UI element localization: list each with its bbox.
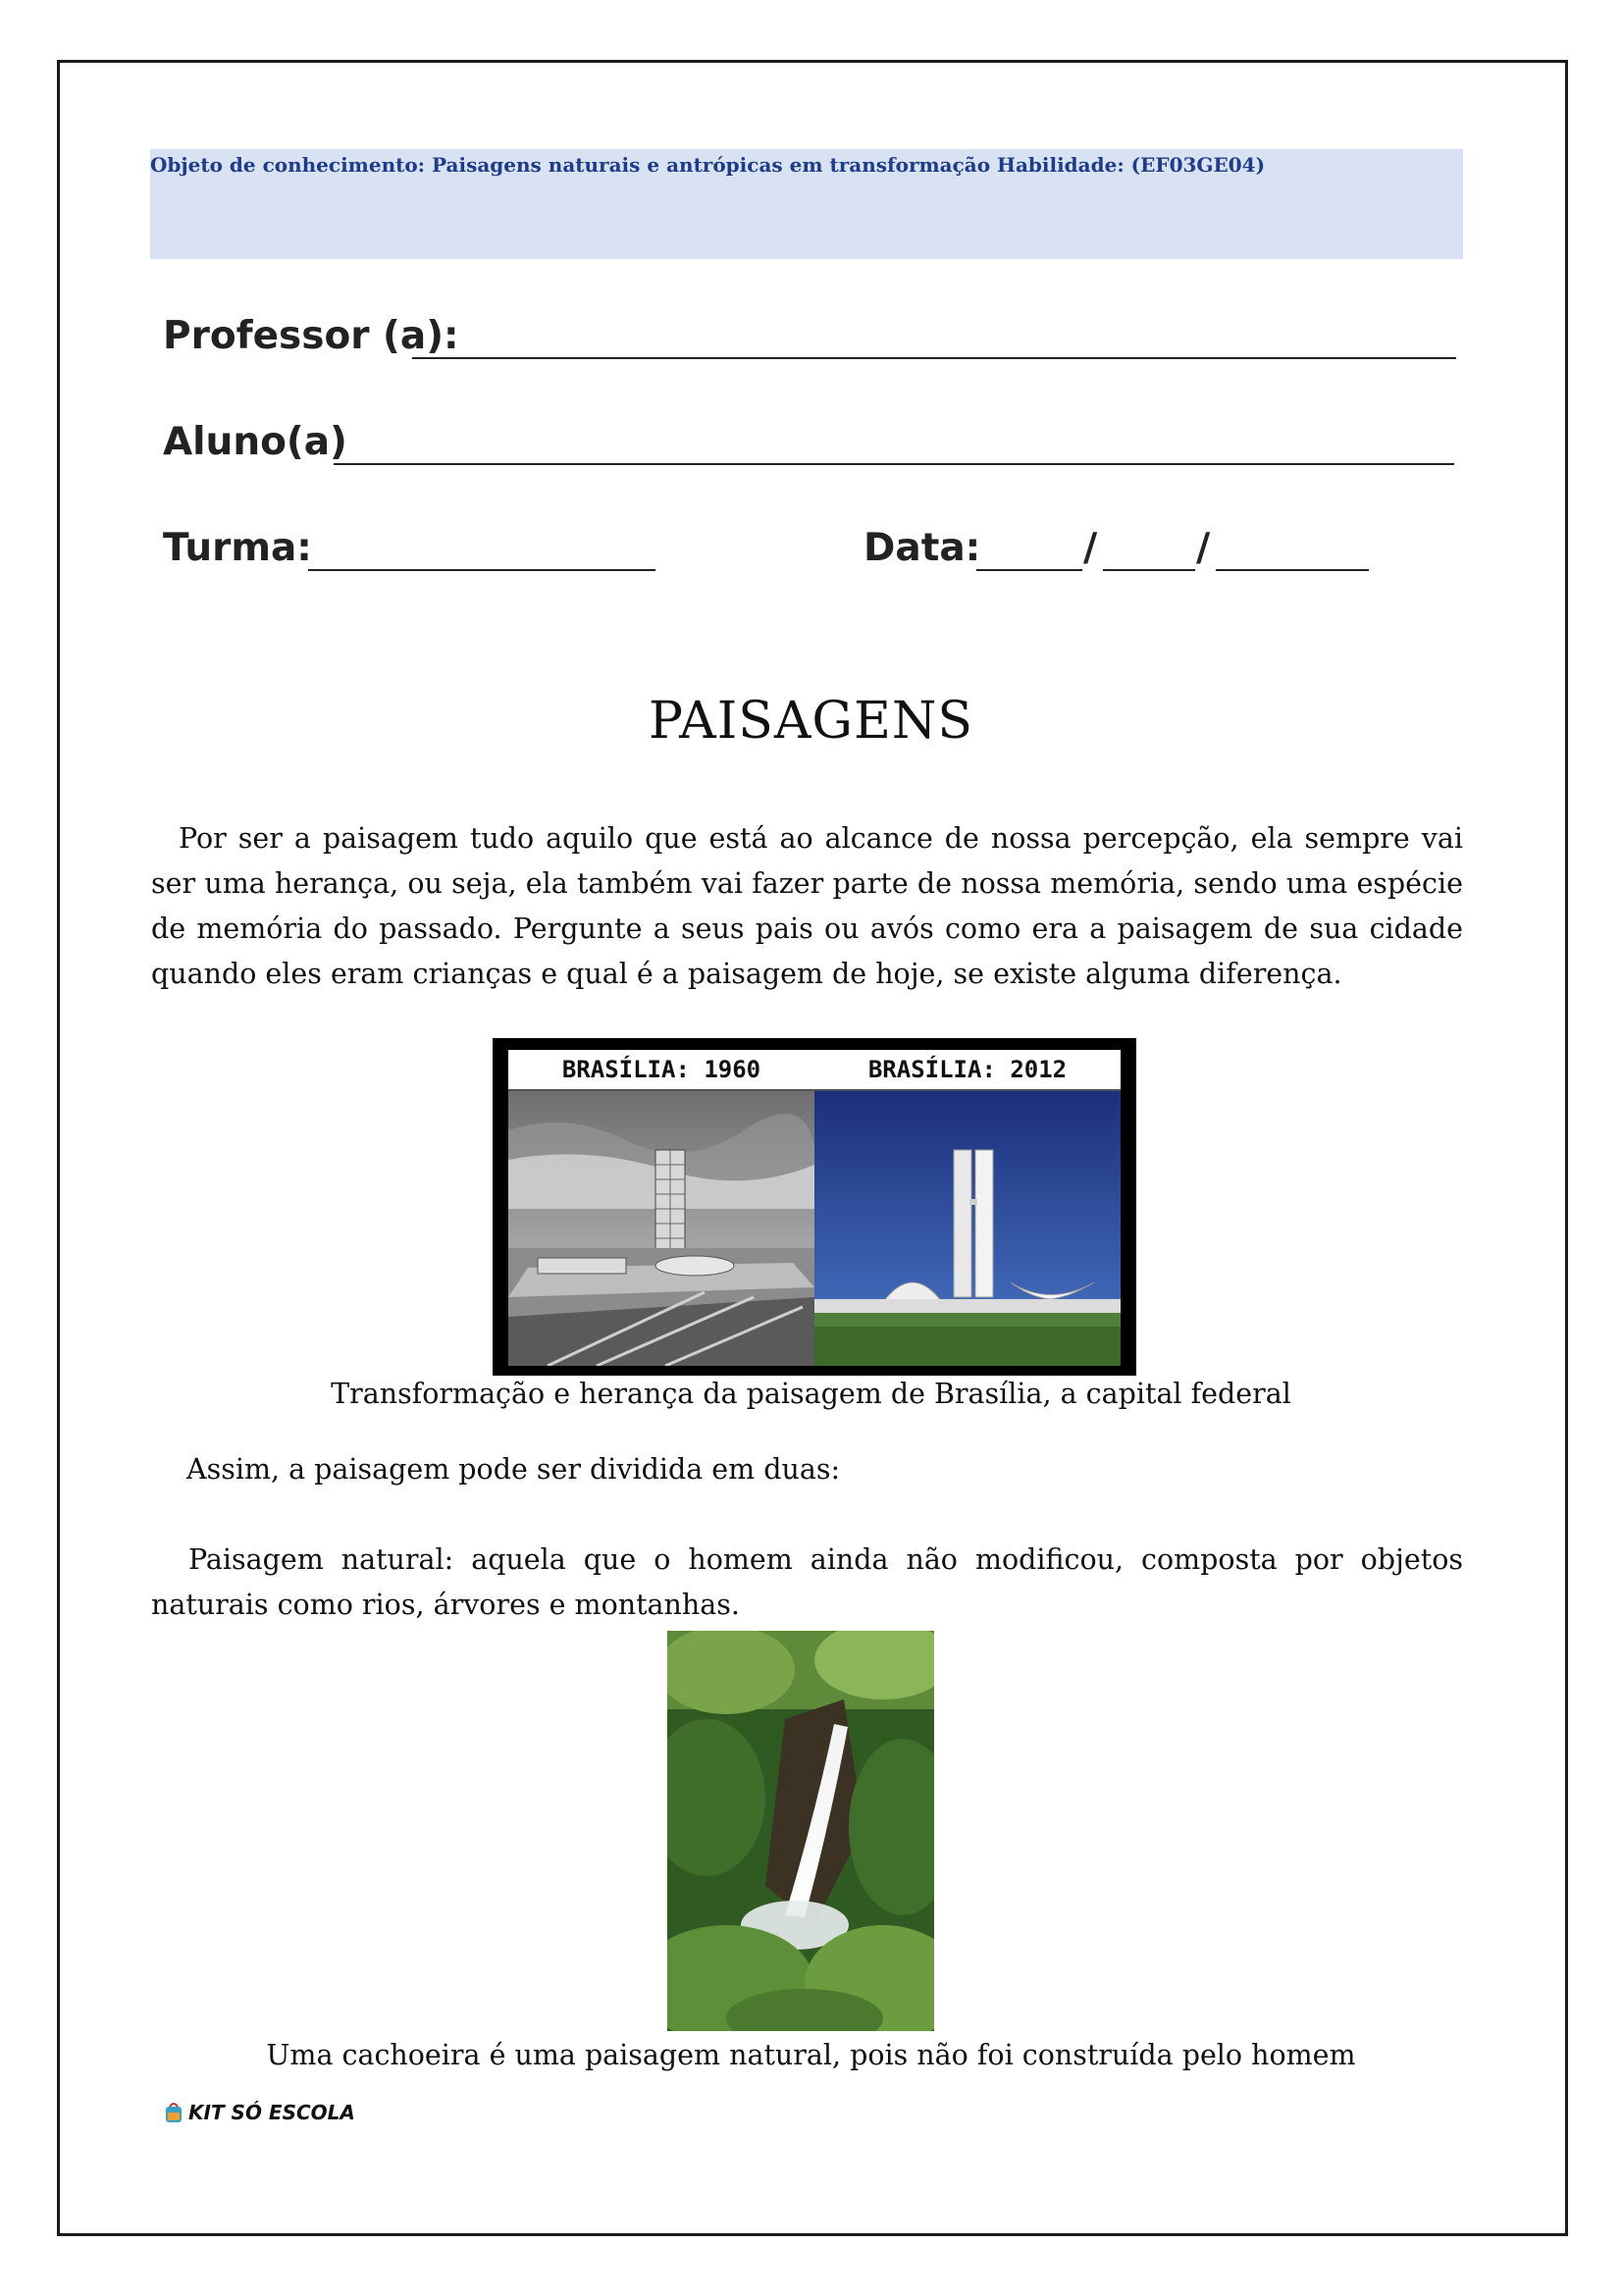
date-separator: / <box>1083 526 1098 570</box>
data-label: Data: <box>863 526 981 570</box>
waterfall-caption: Uma cachoeira é uma paisagem natural, pois não foi construída pelo homem <box>266 2039 1356 2071</box>
waterfall-photo <box>667 1631 934 2031</box>
brasilia-caption: Transformação e herança da paisagem de Brasília, a capital federal <box>331 1378 1291 1410</box>
brasilia-2012-photo <box>814 1091 1121 1366</box>
professor-line[interactable] <box>412 357 1456 359</box>
page-title: PAISAGENS <box>648 692 974 751</box>
turma-line[interactable] <box>308 569 655 571</box>
logo-text: KIT SÓ ESCOLA <box>188 2101 355 2124</box>
natural-landscape-paragraph: Paisagem natural: aquela que o homem ainda não modificou, composta por objetos naturais como rios, árvores e montanhas. <box>151 1543 1463 1621</box>
brasilia-1960-photo <box>508 1091 814 1366</box>
backpack-icon <box>163 2101 184 2124</box>
header-knowledge-object: Objeto de conhecimento: Paisagens naturais e antrópicas em transformação Habilidade: (EF03GE04) <box>150 153 1266 177</box>
brasilia-2012-panel <box>814 1050 1121 1366</box>
waterfall-image <box>667 1631 934 2031</box>
date-day-line[interactable] <box>976 569 1082 571</box>
aluno-line[interactable] <box>334 463 1454 465</box>
date-separator: / <box>1196 526 1211 570</box>
kit-so-escola-logo <box>163 2101 355 2124</box>
brasilia-1960-panel <box>508 1050 814 1366</box>
intro-paragraph: Por ser a paisagem tudo aquilo que está ao alcance de nossa percepção, ela sempre vai ser uma herança, ou seja, ela também vai fazer parte de nossa memória, sendo uma espécie de memória do passado. Pergunte a seus pais ou avós como era a paisagem de sua cidade quando eles eram crianças e qual é a paisagem de hoje, se existe alguma diferença. <box>151 822 1463 990</box>
brasilia-2012-label: BRASÍLIA: 2012 <box>814 1050 1121 1091</box>
assim-paragraph: Assim, a paisagem pode ser dividida em duas: <box>186 1453 841 1486</box>
date-year-line[interactable] <box>1216 569 1369 571</box>
professor-label: Professor (a): <box>163 314 459 358</box>
brasilia-1960-label: BRASÍLIA: 1960 <box>508 1050 814 1091</box>
turma-label: Turma: <box>163 526 312 570</box>
date-month-line[interactable] <box>1103 569 1195 571</box>
brasilia-comparison-image <box>493 1038 1136 1376</box>
aluno-label: Aluno(a) <box>163 420 347 464</box>
